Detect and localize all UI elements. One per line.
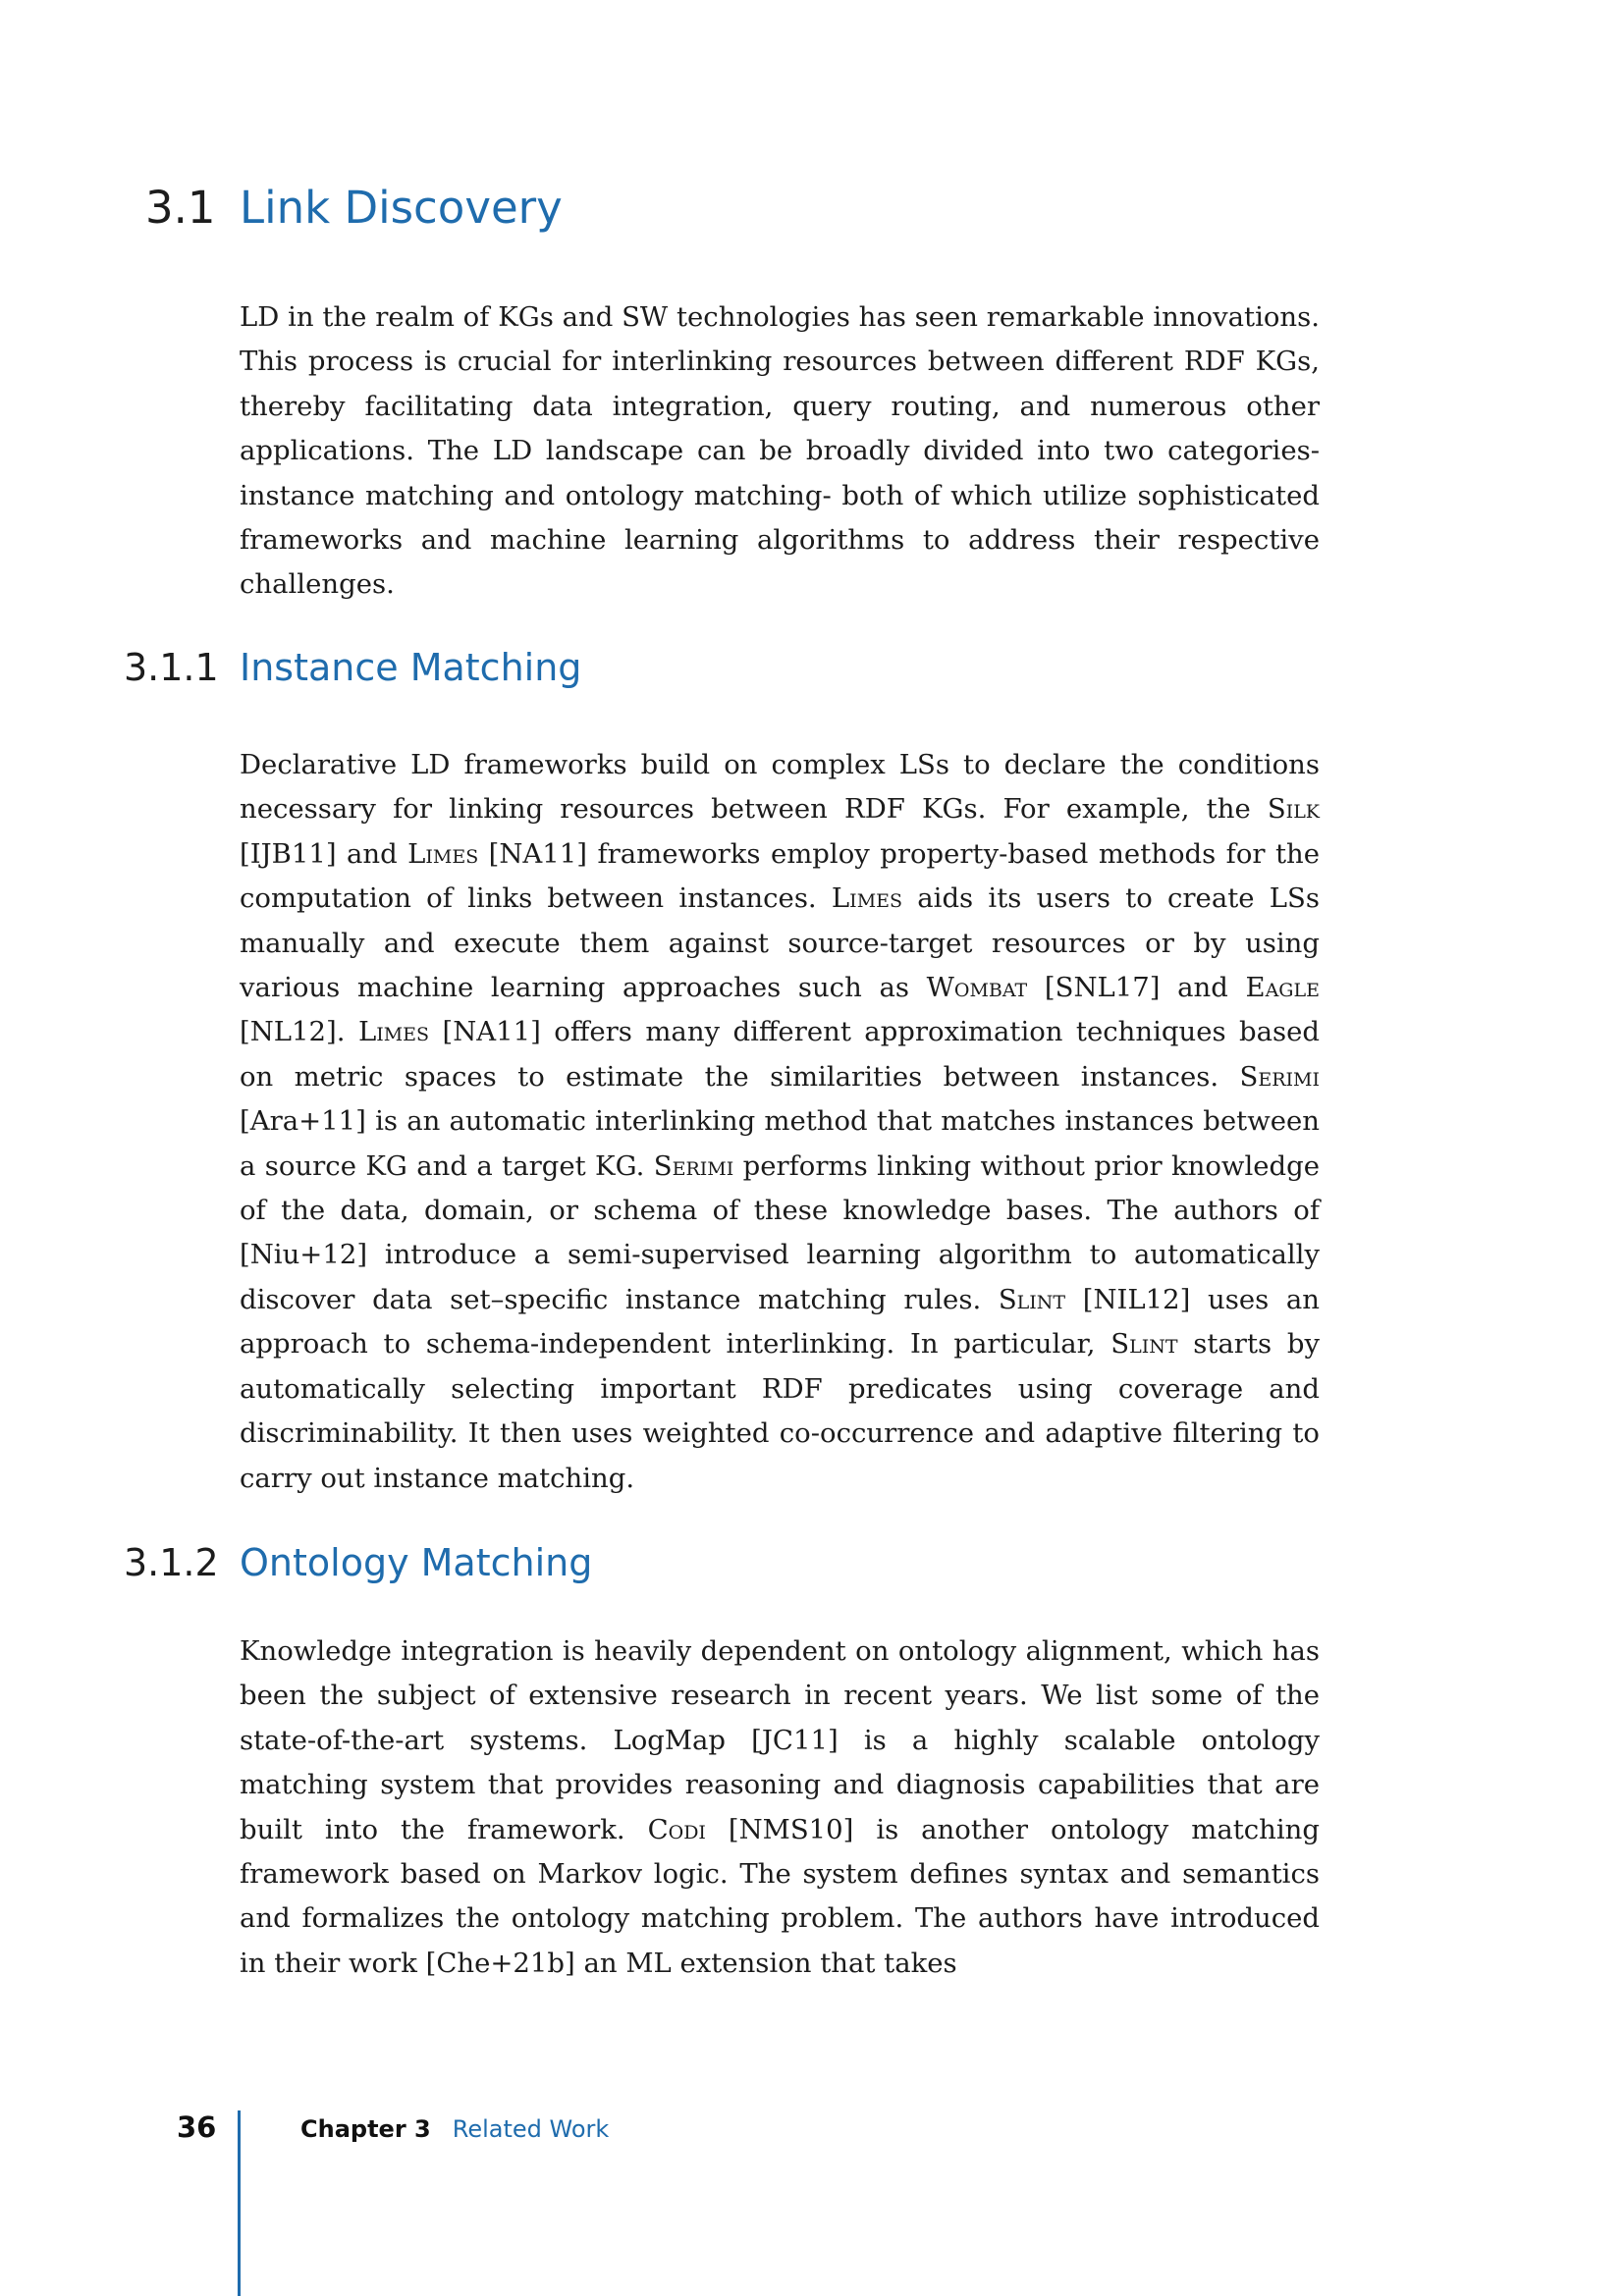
text-run: [NA11] frameworks employ property-based methods for the computation of links between instances. — [240, 837, 1320, 915]
section-paragraph: LD in the realm of KGs and SW technologies has seen remarkable innovations. This process is crucial for interlinking resources between different RDF KGs, thereby facilitating data integration, query routing, and numerous other applications. The LD landscape can be broadly divided into two categories-instance matching and ontology matching- both of which utilize sophisticated frameworks and machine learning algorithms to address their respective challenges. — [240, 301, 1320, 601]
ontology-matching-paragraph — [240, 1629, 1320, 1986]
text-run: [NA11] offers many different approximation techniques based on metric spaces to estimate the similarities between instances. — [240, 1016, 1320, 1093]
text-run: aids its users to create LSs manually and execute them against source-target resources or by using various machine learning approaches such as — [240, 882, 1320, 1004]
subsection-number: 3.1.2 — [124, 1541, 219, 1584]
section-heading — [0, 182, 1624, 240]
system-name-slint: Slint — [998, 1283, 1066, 1315]
chapter-label: Chapter 3 — [300, 2115, 431, 2143]
text-run: [IJB11] and — [240, 837, 408, 870]
page-number: 36 — [177, 2110, 217, 2144]
system-name-limes: Limes — [831, 882, 903, 915]
subsection-title: Instance Matching — [240, 646, 582, 689]
text-run: [NMS10] is another ontology matching framework based on Markov logic. The system defines syntax and semantics and formalizes the ontology matching problem. The authors have introduced in their work [Che+21b] an ML extension that takes — [240, 1813, 1320, 1979]
subsection-heading-instance-matching — [0, 646, 1624, 695]
text-run: [NIL12] uses an approach to schema-independent interlinking. In particular, — [240, 1283, 1320, 1361]
system-name-codi: Codi — [647, 1813, 706, 1845]
system-name-limes: Limes — [357, 1016, 430, 1048]
chapter-name: Related Work — [452, 2115, 610, 2143]
text-run: performs linking without prior knowledge of the data, domain, or schema of these knowledge bases. The authors of [Niu+12] introduce a semi-supervised learning algorithm to automatically discover data set–specific instance matching rules. — [240, 1149, 1321, 1315]
system-name-serimi: Serimi — [653, 1149, 734, 1182]
footer-rule — [238, 2110, 241, 2296]
system-name-silk: Silk — [1267, 793, 1320, 826]
text-run: [Ara+11] is an automatic interlinking method that matches instances between a source KG and a target KG. — [240, 1105, 1320, 1182]
instance-matching-paragraph — [240, 743, 1320, 1501]
running-footer — [300, 2115, 609, 2143]
text-run: Declarative LD frameworks build on complex LSs to declare the conditions necessary for linking resources between RDF KGs. For example, the — [240, 749, 1320, 826]
text-run: starts by automatically selecting important RDF predicates using coverage and discriminability. It then uses weighted co-occurrence and adaptive filtering to carry out instance matching. — [240, 1328, 1320, 1494]
system-name-wombat: Wombat — [926, 972, 1028, 1004]
section-title: Link Discovery — [240, 182, 563, 234]
text-run: [NL12]. — [240, 1016, 358, 1048]
text-run: [SNL17] and — [1027, 972, 1246, 1004]
subsection-number: 3.1.1 — [124, 646, 219, 689]
text-run: Knowledge integration is heavily dependent on ontology alignment, which has been the subject of extensive research in recent years. We list some of the state-of-the-art systems. LogMap [JC11] is a highly scalable ontology matching system that provides reasoning and diagnosis capabilities that are built into the framework. — [240, 1635, 1320, 1845]
system-name-slint: Slint — [1110, 1328, 1178, 1361]
system-name-limes: Limes — [407, 837, 479, 870]
subsection-title: Ontology Matching — [240, 1541, 593, 1584]
subsection-heading-ontology-matching — [0, 1541, 1624, 1590]
system-name-serimi: Serimi — [1239, 1060, 1320, 1093]
section-number: 3.1 — [145, 182, 216, 234]
system-name-eagle: Eagle — [1245, 972, 1320, 1004]
